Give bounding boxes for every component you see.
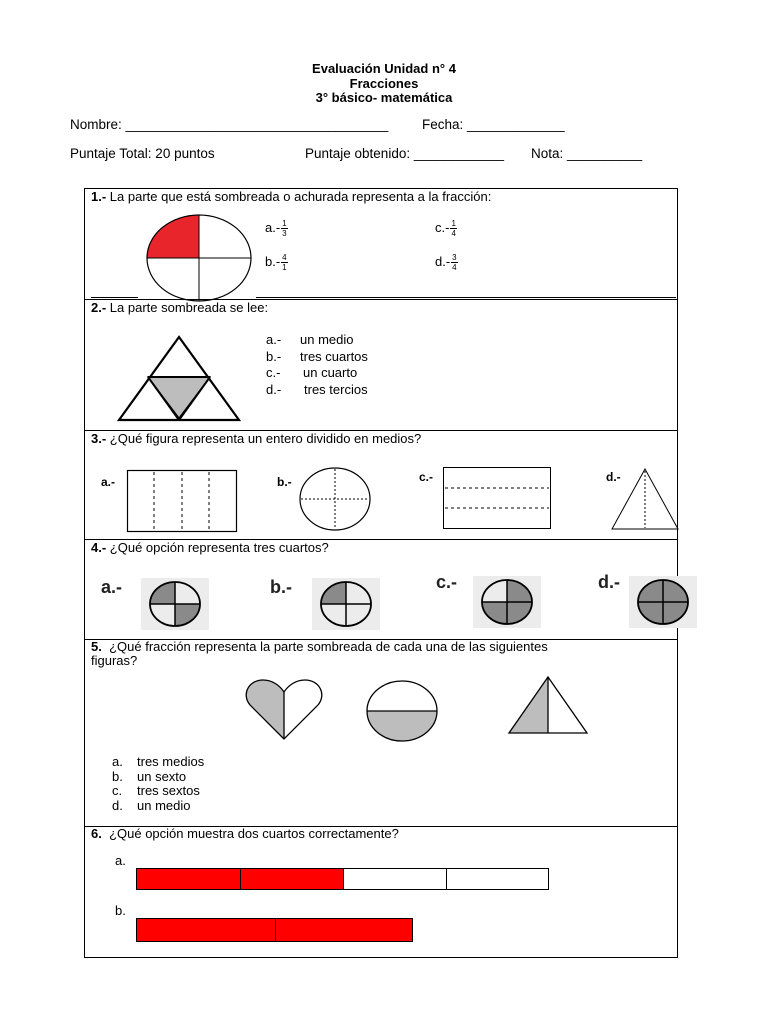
- fecha-blank: _____________: [467, 117, 565, 132]
- question-1-text: [91, 189, 491, 204]
- q5-heart-shaded-half: [246, 680, 284, 739]
- q2-option-b[interactable]: [266, 349, 368, 366]
- q5-circle-figure: [366, 680, 438, 742]
- q5-option-d[interactable]: [112, 799, 204, 814]
- fraction-numerator: 4: [282, 253, 287, 262]
- q5-option-b[interactable]: [112, 770, 204, 785]
- q6-label-b[interactable]: b.: [115, 903, 126, 918]
- page-title: Evaluación Unidad n° 4: [312, 61, 456, 76]
- question-1-prompt: La parte que está sombreada o achurada representa a la fracción:: [109, 189, 492, 204]
- q3-label-d[interactable]: d.-: [606, 470, 621, 484]
- q1-option-c[interactable]: [435, 219, 457, 238]
- q2-option-prefix: c.-: [266, 365, 281, 380]
- q1-option-b[interactable]: [265, 253, 288, 272]
- question-3-number: 3.-: [91, 431, 107, 446]
- q1-underline-right: [256, 297, 676, 298]
- q4-label-c[interactable]: c.-: [436, 572, 458, 592]
- nombre-row: [70, 117, 388, 132]
- q3-rectangle-thirds[interactable]: [443, 467, 551, 529]
- q5-option-prefix: c.: [112, 783, 123, 798]
- q2-option-text: un cuarto: [303, 365, 358, 380]
- question-5-text: [91, 640, 548, 668]
- question-5-prompt: ¿Qué fracción representa la parte sombreada de cada una de las siguientes: [109, 639, 548, 654]
- question-1-number: 1.-: [91, 189, 107, 204]
- q3-label-c[interactable]: c.-: [419, 470, 434, 484]
- q2-triangle-figure: [117, 336, 241, 422]
- puntaje-total: Puntaje Total: 20 puntos: [70, 146, 215, 161]
- q5-triangle-figure: [508, 676, 588, 734]
- q5-option-text: tres medios: [137, 754, 205, 769]
- page-course: 3° básico- matemática: [315, 90, 453, 105]
- nota-row: [531, 146, 642, 161]
- puntaje-obtenido-label: Puntaje obtenido:: [305, 146, 411, 161]
- nombre-blank: ___________________________________: [125, 117, 389, 132]
- q5-option-a[interactable]: [112, 755, 204, 770]
- question-4-number: 4.-: [91, 540, 107, 555]
- fraction-numerator: 1: [451, 219, 456, 228]
- q1-option-a[interactable]: [265, 219, 288, 238]
- fecha-row: [422, 117, 565, 132]
- q2-shaded-triangle: [148, 377, 210, 418]
- question-3-text: [91, 431, 421, 446]
- fraction-denominator: 3: [282, 229, 287, 238]
- question-5-line-2: figuras?: [91, 653, 138, 668]
- q1-option-c-fraction: [450, 219, 456, 238]
- q1-shaded-quarter: [147, 215, 199, 258]
- q2-option-text: un medio: [300, 332, 354, 347]
- q2-option-prefix: b.-: [266, 348, 282, 364]
- q2-option-a[interactable]: [266, 332, 368, 349]
- q1-option-d-prefix: d.-: [435, 253, 451, 269]
- q1-option-b-prefix: b.-: [265, 253, 281, 269]
- puntaje-obtenido-blank: ____________: [413, 146, 504, 161]
- fecha-label: Fecha:: [422, 117, 464, 132]
- q3-label-a[interactable]: a.-: [101, 475, 116, 489]
- question-5-line-1: [91, 640, 548, 654]
- question-4-prompt: ¿Qué opción representa tres cuartos?: [109, 540, 329, 555]
- question-2-prompt: La parte sombreada se lee:: [109, 300, 269, 315]
- q3-circle-quarters[interactable]: [299, 467, 371, 531]
- fraction-denominator: 1: [282, 263, 287, 272]
- q5-option-text: un medio: [137, 797, 191, 813]
- question-6-number: 6.: [91, 826, 102, 841]
- q1-underline-left: [91, 297, 138, 298]
- question-5-number: 5.: [91, 639, 102, 654]
- q1-option-a-prefix: a.-: [265, 219, 281, 235]
- q4-label-a[interactable]: a.-: [101, 577, 123, 597]
- q2-options: [266, 332, 368, 398]
- q2-option-d[interactable]: [266, 382, 368, 399]
- fraction-denominator: 4: [452, 263, 457, 272]
- q6-bar-two-parts[interactable]: [136, 918, 414, 943]
- q1-option-c-prefix: c.-: [435, 219, 450, 235]
- q5-heart-figure: [245, 678, 323, 740]
- question-6-prompt: ¿Qué opción muestra dos cuartos correctamente?: [109, 826, 399, 841]
- q4-circle-three-quarters[interactable]: [473, 576, 541, 628]
- question-4-text: [91, 540, 329, 555]
- fraction-numerator: 1: [282, 219, 287, 228]
- q2-option-text: tres tercios: [304, 381, 368, 397]
- q5-option-prefix: b.: [112, 768, 123, 784]
- nota-label: Nota:: [531, 146, 564, 161]
- q1-option-d[interactable]: [435, 253, 458, 272]
- question-6-text: [91, 826, 399, 841]
- q4-circle-four-quarters[interactable]: [629, 576, 697, 628]
- q5-option-prefix: d.: [112, 797, 123, 813]
- q2-option-c[interactable]: [266, 365, 368, 382]
- q3-triangle-halves[interactable]: [611, 468, 679, 530]
- q4-label-b[interactable]: b.-: [270, 577, 292, 597]
- q5-option-text: tres sextos: [137, 783, 200, 798]
- q2-option-prefix: d.-: [266, 381, 282, 397]
- fraction-denominator: 4: [451, 229, 456, 238]
- q4-circle-one-quarter[interactable]: [312, 578, 380, 630]
- q1-circle-figure: [146, 214, 252, 302]
- q1-option-b-fraction: [281, 253, 287, 272]
- q4-label-d[interactable]: d.-: [598, 572, 620, 592]
- q1-option-a-fraction: [281, 219, 287, 238]
- q5-option-c[interactable]: [112, 784, 204, 799]
- q5-options: [112, 755, 204, 813]
- q5-option-prefix: a.: [112, 754, 123, 769]
- q3-label-b[interactable]: b.-: [277, 475, 292, 489]
- nombre-label: Nombre:: [70, 117, 122, 132]
- q5-option-text: un sexto: [137, 768, 187, 784]
- q5-circle-shaded-half: [367, 711, 437, 741]
- page-subtitle: Fracciones: [349, 76, 419, 91]
- fraction-numerator: 3: [452, 253, 457, 262]
- question-2-number: 2.-: [91, 300, 107, 315]
- question-3-prompt: ¿Qué figura representa un entero dividido en medios?: [109, 431, 422, 446]
- q6-bar-four-parts[interactable]: [136, 868, 550, 891]
- q4-circle-two-quarters[interactable]: [141, 578, 209, 630]
- q2-option-text: tres cuartos: [300, 348, 368, 364]
- nota-blank: __________: [567, 146, 643, 161]
- q6-label-a[interactable]: a.: [115, 853, 126, 868]
- question-2-text: [91, 300, 268, 315]
- q2-option-prefix: a.-: [266, 332, 282, 347]
- q3-rectangle-quarters[interactable]: [127, 470, 237, 532]
- q1-option-d-fraction: [451, 253, 457, 272]
- puntaje-obtenido-row: [305, 146, 504, 161]
